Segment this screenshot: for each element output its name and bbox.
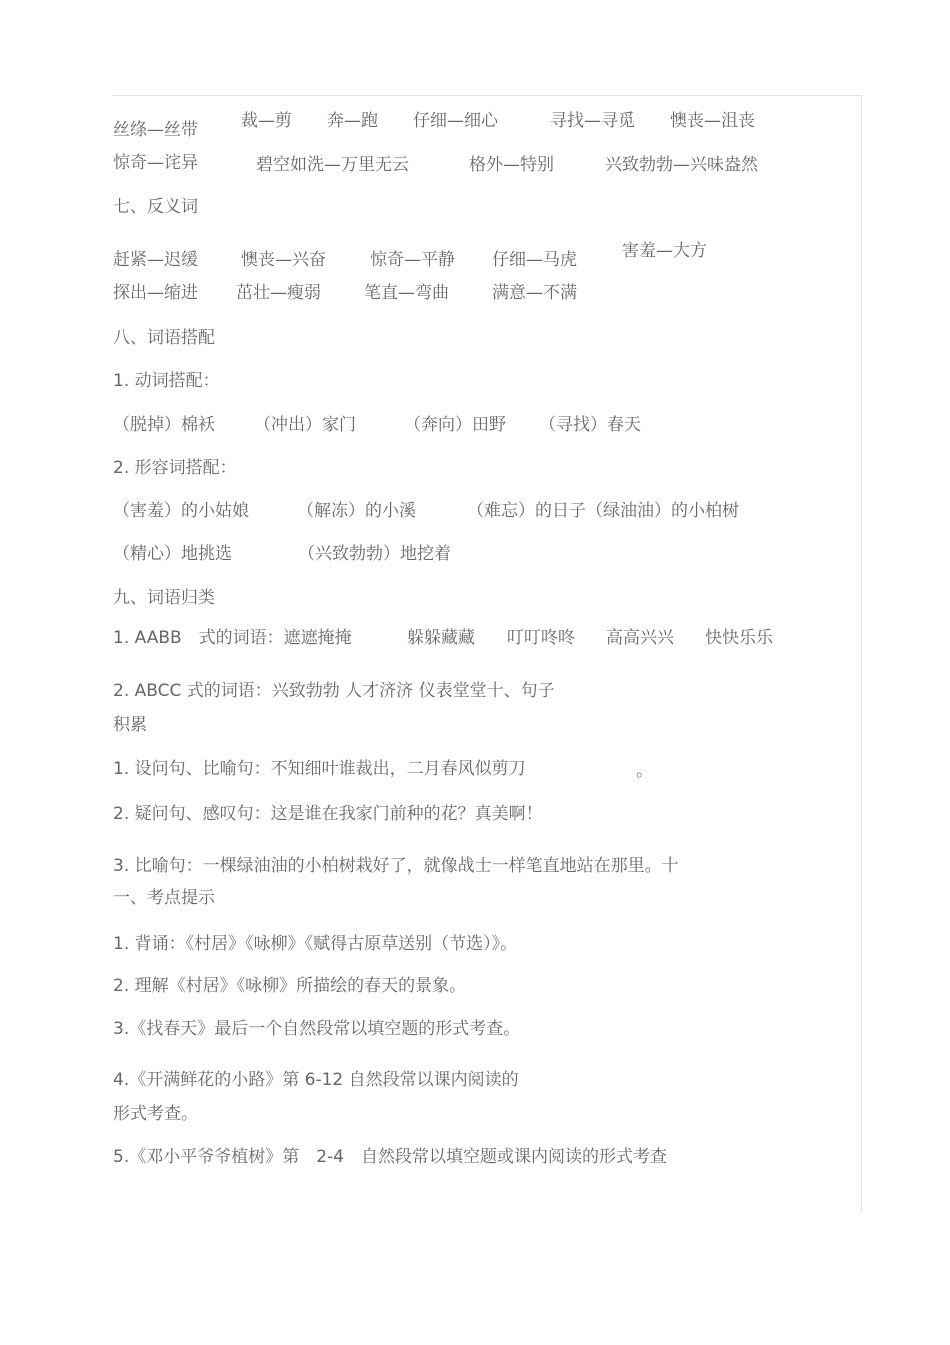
abcc-line-cont: 积累 bbox=[113, 715, 147, 735]
adjective-collocation: （难忘）的日子（绿油油）的小柏树 bbox=[467, 501, 739, 521]
antonym-pair: 赶紧—迟缓 bbox=[113, 250, 198, 270]
tip-3: 3.《找春天》最后一个自然段常以填空题的形式考查。 bbox=[113, 1019, 521, 1039]
synonym-pair: 兴致勃勃—兴味盎然 bbox=[605, 155, 758, 175]
page-frame-top bbox=[112, 95, 862, 96]
subheading-verb: 1. 动词搭配： bbox=[113, 371, 220, 391]
abcc-line: 2. ABCC 式的词语：兴致勃勃 人才济济 仪表堂堂十、句子 bbox=[113, 681, 555, 701]
antonym-pair: 懊丧—兴奋 bbox=[241, 250, 326, 270]
sentence-3: 3. 比喻句：一棵绿油油的小柏树栽好了，就像战士一样笔直地站在那里。十 bbox=[113, 856, 679, 876]
synonym-pair: 碧空如洗—万里无云 bbox=[256, 155, 409, 175]
tip-4: 4.《开满鲜花的小路》第 6-12 自然段常以课内阅读的 bbox=[113, 1070, 519, 1090]
tip-2: 2. 理解《村居》《咏柳》所描绘的春天的景象。 bbox=[113, 976, 467, 996]
verb-collocation: （寻找）春天 bbox=[539, 415, 641, 435]
synonym-pair: 丝绦—丝带 bbox=[113, 120, 198, 140]
synonym-pair: 奔—跑 bbox=[327, 111, 378, 131]
adjective-collocation: （精心）地挑选 bbox=[113, 544, 232, 564]
antonym-pair: 探出—缩进 bbox=[113, 283, 198, 303]
aabb-word: 叮叮咚咚 bbox=[507, 628, 575, 648]
aabb-word: 躲躲藏藏 bbox=[407, 628, 475, 648]
sentence-2: 2. 疑问句、感叹句：这是谁在我家门前种的花？真美啊！ bbox=[113, 804, 543, 824]
antonym-pair: 害羞—大方 bbox=[622, 241, 707, 261]
page-frame-right bbox=[861, 95, 862, 1213]
verb-collocation: （冲出）家门 bbox=[254, 415, 356, 435]
section-heading-classify: 九、词语归类 bbox=[113, 588, 215, 608]
antonym-pair: 笔直—弯曲 bbox=[364, 283, 449, 303]
synonym-pair: 惊奇—诧异 bbox=[113, 153, 198, 173]
aabb-word: 快快乐乐 bbox=[705, 628, 773, 648]
antonym-pair: 仔细—马虎 bbox=[492, 250, 577, 270]
verb-collocation: （脱掉）棉袄 bbox=[113, 415, 215, 435]
synonym-pair: 仔细—细心 bbox=[413, 111, 498, 131]
antonym-pair: 惊奇—平静 bbox=[370, 250, 455, 270]
aabb-word: 高高兴兴 bbox=[606, 628, 674, 648]
subheading-adjective: 2. 形容词搭配： bbox=[113, 458, 237, 478]
adjective-collocation: （兴致勃勃）地挖着 bbox=[298, 544, 451, 564]
adjective-collocation: （解冻）的小溪 bbox=[297, 501, 416, 521]
section-heading-antonyms: 七、反义词 bbox=[113, 197, 198, 217]
section-heading-collocation: 八、词语搭配 bbox=[113, 328, 215, 348]
tip-5: 5.《邓小平爷爷植树》第 2-4 自然段常以填空题或课内阅读的形式考查 bbox=[113, 1147, 667, 1167]
antonym-pair: 茁壮—瘦弱 bbox=[236, 283, 321, 303]
verb-collocation: （奔向）田野 bbox=[404, 415, 506, 435]
synonym-pair: 寻找—寻觅 bbox=[550, 111, 635, 131]
antonym-pair: 满意—不满 bbox=[492, 283, 577, 303]
synonym-pair: 裁—剪 bbox=[241, 111, 292, 131]
section-heading-tips: 一、考点提示 bbox=[113, 888, 215, 908]
adjective-collocation: （害羞）的小姑娘 bbox=[113, 501, 249, 521]
aabb-label: 1. AABB 式的词语：遮遮掩掩 bbox=[113, 628, 352, 648]
sentence-1: 1. 设问句、比喻句：不知细叶谁裁出，二月春风似剪刀 bbox=[113, 759, 526, 779]
synonym-pair: 懊丧—沮丧 bbox=[670, 111, 755, 131]
tip-1: 1. 背诵：《村居》《咏柳》《赋得古原草送别（节选）》。 bbox=[113, 934, 518, 954]
synonym-pair: 格外—特别 bbox=[469, 155, 554, 175]
sentence-1-end: 。 bbox=[636, 761, 653, 781]
tip-4-cont: 形式考查。 bbox=[113, 1104, 198, 1124]
